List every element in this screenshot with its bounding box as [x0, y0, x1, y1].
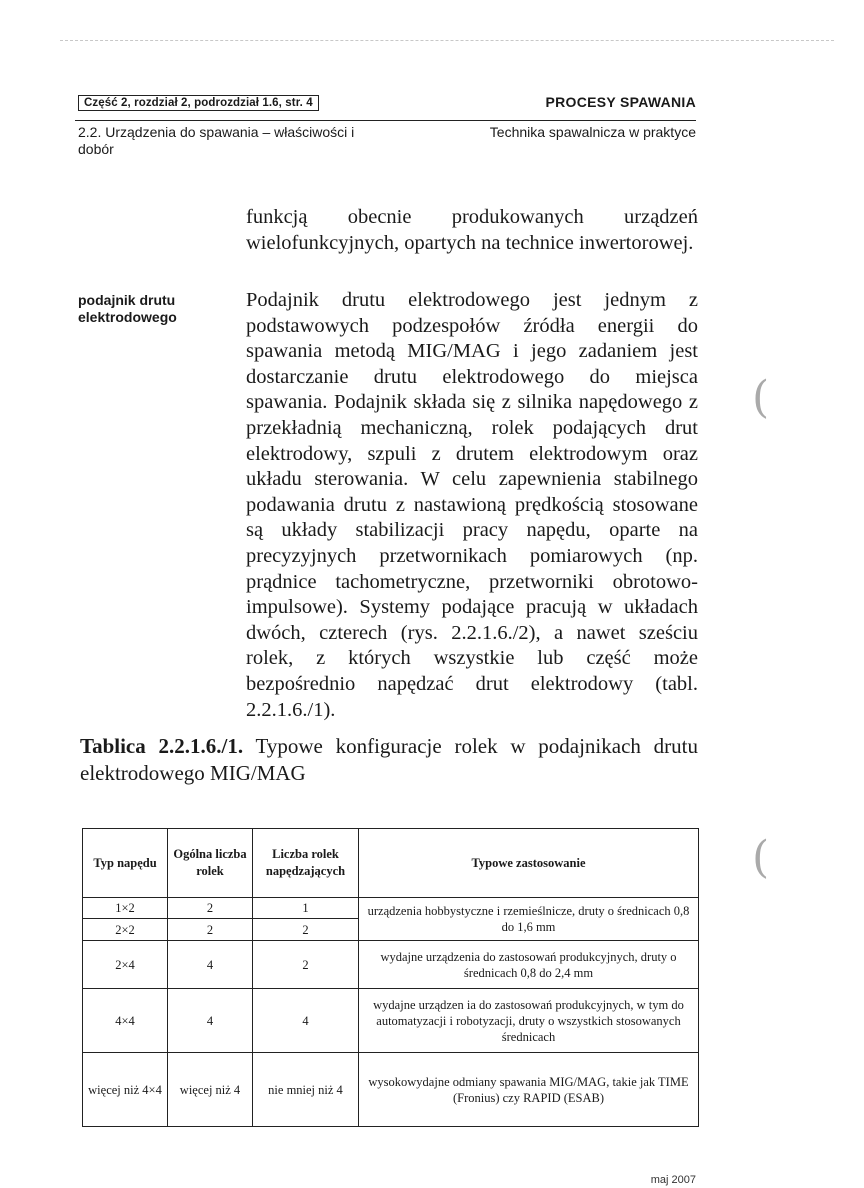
cell-total-rollers: 4: [168, 941, 253, 989]
roller-config-table: [82, 828, 699, 1127]
page-header-title: PROCESY SPAWANIA: [545, 94, 696, 110]
cell-drive-type: 1×2: [83, 898, 168, 919]
main-paragraph: Podajnik drutu elektrodowego jest jednym z podstawowych podzespołów źródła energii do spawania metodą MIG/MAG i jego zadaniem jest dostarczanie drutu elektrodowego do miejsca spawania. Podajnik składa się z silnika napędowego z przekładnią mechaniczną, rolek podających drut elektrodowy, szpuli z drutem elektrodowym oraz układu sterowania. W celu zapewnienia stabilnego podawania drutu z nastawioną prędkością stosowane są układy stabilizacji pracy napędu, oparte na precyzyjnych przetwornikach pomiarowych (np. prądnice tachometryczne, przetworniki obrotowo-impulsowe). Systemy podające pracują w układach dwóch, czterech (rys. 2.2.1.6./2), a nawet sześciu rolek, z których wszystkie lub część może bezpośrednio napędzać drut elektrodowy (tabl. 2.2.1.6./1).: [246, 289, 698, 721]
header-cell: Ogólna liczba rolek: [168, 829, 253, 898]
cell-application: urządzenia hobbystyczne i rzemieślnicze, druty o średnicach 0,8 do 1,6 mm: [359, 898, 699, 941]
table-row: [83, 989, 699, 1053]
table-caption: [80, 733, 698, 787]
header-cell: Typowe zastosowanie: [359, 829, 699, 898]
cell-drive-type: 2×4: [83, 941, 168, 989]
cell-application: wysokowydajne odmiany spawania MIG/MAG, takie jak TIME (Fronius) czy RAPID (ESAB): [359, 1053, 699, 1127]
header-rule: [75, 120, 696, 121]
cell-total-rollers: 4: [168, 989, 253, 1053]
cell-driven-rollers: 1: [253, 898, 359, 919]
cell-total-rollers: więcej niż 4: [168, 1053, 253, 1127]
cell-total-rollers: 2: [168, 898, 253, 919]
intro-paragraph: funkcją obecnie produkowanych urządzeń wielofunkcyjnych, opartych na technice inwertorowej.: [246, 206, 698, 254]
cell-total-rollers: 2: [168, 919, 253, 941]
cell-drive-type: więcej niż 4×4: [83, 1053, 168, 1127]
scan-artifact-line: [60, 40, 834, 41]
cell-drive-type: 2×2: [83, 919, 168, 941]
table-header-row: [83, 829, 699, 898]
cell-drive-type: 4×4: [83, 989, 168, 1053]
cell-driven-rollers: 4: [253, 989, 359, 1053]
chapter-title: 2.2. Urządzenia do spawania – właściwości i dobór: [78, 124, 355, 157]
header-cell: Typ napędu: [83, 829, 168, 898]
cell-application: wydajne urządzen ia do zastosowań produkcyjnych, w tym do automatyzacji i robotyzacji, druty o wszystkich stosowanych średnicach: [359, 989, 699, 1053]
page-footer-date: maj 2007: [650, 1174, 696, 1186]
table-caption-label: Tablica 2.2.1.6./1.: [80, 734, 244, 758]
margin-label: podajnik drutu elektrodowego: [78, 292, 177, 325]
table-row: [83, 1053, 699, 1127]
cell-driven-rollers: 2: [253, 941, 359, 989]
table-row: [83, 898, 699, 919]
cell-driven-rollers: nie mniej niż 4: [253, 1053, 359, 1127]
table-row: [83, 941, 699, 989]
scan-artifact-paren: (: [752, 832, 770, 883]
table-caption-text: Typowe konfiguracje rolek w podajnikach drutu elektrodowego MIG/MAG: [80, 734, 698, 785]
cell-driven-rollers: 2: [253, 919, 359, 941]
scan-artifact-paren: (: [752, 372, 770, 423]
cell-application: wydajne urządzenia do zastosowań produkcyjnych, druty o średnicach 0,8 do 2,4 mm: [359, 941, 699, 989]
book-title: Technika spawalnicza w praktyce: [489, 124, 696, 140]
header-cell: Liczba rolek napędzających: [253, 829, 359, 898]
section-reference-box: Część 2, rozdział 2, podrozdział 1.6, str. 4: [78, 95, 319, 111]
